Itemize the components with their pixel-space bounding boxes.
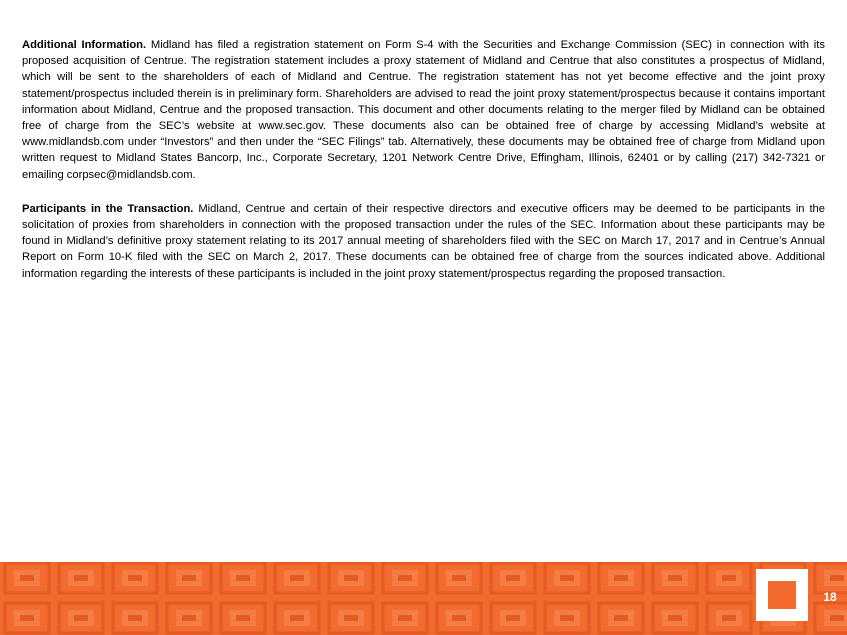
document-body — [22, 37, 825, 300]
midland-logo — [756, 569, 808, 621]
footer-pattern — [0, 562, 847, 635]
paragraph-heading: Additional Information. — [22, 39, 147, 51]
paragraph-text: Midland, Centrue and certain of their respective directors and executive officers may be deemed to be participants in the solicitation of proxies from shareholders in connection with the proposed transaction under the rules of the SEC. Information about these participants may be found in Midland’s definitive proxy statement relating to its 2017 annual meeting of shareholders filed with the SEC on March 17, 2017 and in Centrue’s Annual Report on Form 10-K filed with the SEC on March 2, 2017. These documents can be obtained free of charge from the sources indicated above. Additional information regarding the interests of these participants is included in the joint proxy statement/prospectus regarding the proposed transaction. — [22, 202, 825, 280]
footer-band — [0, 562, 847, 635]
additional-information-paragraph — [22, 37, 825, 183]
participants-paragraph — [22, 201, 825, 282]
paragraph-heading: Participants in the Transaction. — [22, 202, 194, 215]
page-number: 18 — [823, 590, 837, 604]
paragraph-text: Midland has filed a registration statement on Form S-4 with the Securities and Exchange Commission (SEC) in connection with its proposed acquisition of Centrue. The registration statement includes a proxy statement of Midland and Centrue that also constitutes a prospectus of Midland, which will be sent to the shareholders of each of Midland and Centrue. The registration statement has not yet become effective and the joint proxy statement/prospectus included therein is in preliminary form. Shareholders are advised to read the joint proxy statement/prospectus because it contains important information about Midland, Centrue and the proposed transaction. This document and other documents relating to the merger filed by Midland can be obtained free of charge from the SEC’s website at www.sec.gov. These documents also can be obtained free of charge by accessing Midland’s website at www.midlandsb.com under “Investors” and then under the “SEC Filings” tab. Alternatively, these documents may be obtained free of charge from Midland upon written request to Midland States Bancorp, Inc., Corporate Secretary, 1201 Network Centre Drive, Effingham, Illinois, 62401 or by calling (217) 342-7321 or emailing corpsec@midlandsb.com. — [22, 39, 825, 181]
logo-inner-square — [768, 581, 796, 609]
